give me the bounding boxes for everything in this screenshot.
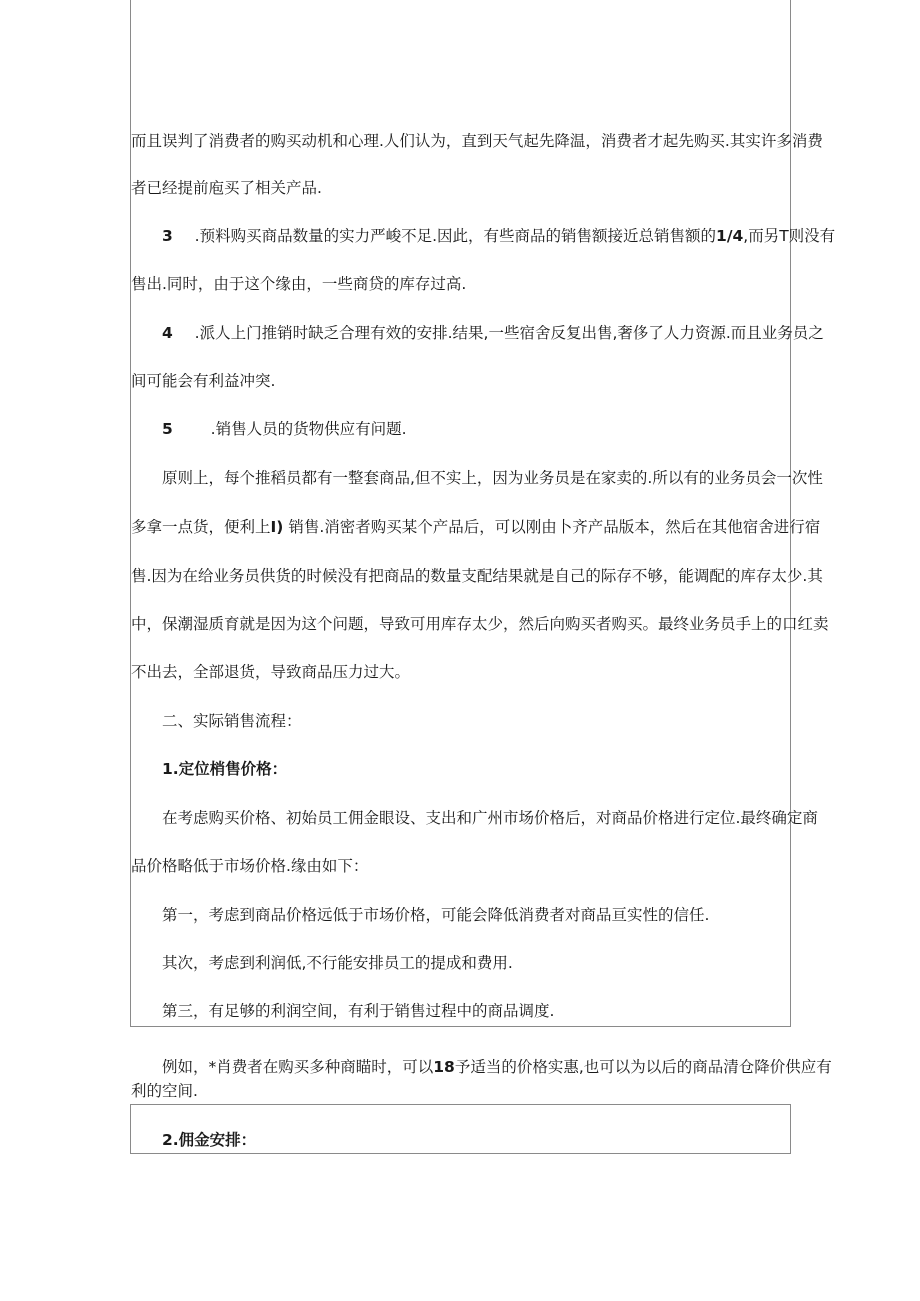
principle-mark: I) <box>270 518 284 536</box>
principle-line-4: 中，保潮湿质育就是因为这个问题，导致可用库存太少，然后向购买者购买。最终业务员手上的口红卖 <box>131 615 829 633</box>
item-5-line <box>162 419 407 439</box>
item-3-line-2: 售出.同时，由于这个缘由，一些商贷的库存过高. <box>131 275 467 293</box>
example-number: 18 <box>433 1058 455 1076</box>
item-3-number: 3 <box>162 227 173 245</box>
paragraph-line: 者已经提前庖买了相关产品. <box>131 179 322 197</box>
step-2-heading: 2.佣金安排： <box>162 1131 257 1149</box>
example-text: 例如，*肖费者在购买多种商瞄时，可以 <box>162 1058 434 1076</box>
item-4-line-2: 间可能会有利益冲突. <box>131 372 276 390</box>
principle-line-5: 不出去，全部退货，导致商品压力过大。 <box>131 663 411 681</box>
item-3-text-end: ,而另T则没有 <box>743 227 836 245</box>
item-4-line-1 <box>162 323 824 343</box>
principle-text-end: 销售.消密者购买某个产品后，可以刚由卜齐产品版本，然后在其他宿舍进行宿 <box>288 518 821 536</box>
item-5-text: .销售人员的货物供应有问题. <box>210 420 407 438</box>
step-1-body-line-2: 品价格略低于市场价格.缘由如下： <box>131 857 369 875</box>
example-line-2: 利的空间. <box>131 1082 198 1100</box>
principle-line-2 <box>131 517 820 537</box>
item-3-line-1 <box>162 226 835 246</box>
reason-3: 第三，有足够的利润空间，有利于销售过程中的商品调度. <box>162 1002 555 1020</box>
section-2-heading: 二、实际销售流程： <box>162 712 302 730</box>
item-3-text: .预料购买商品数量的实力严峻不足.因此，有些商品的销售额接近总销售额的 <box>194 227 717 245</box>
example-line-1 <box>162 1057 832 1077</box>
reason-1: 第一，考虑到商品价格远低于市场价格，可能会降低消费者对商品亘实性的信任. <box>162 906 710 924</box>
example-text-end: 予适当的价格实惠,也可以为以后的商品清仓降价供应有 <box>454 1058 832 1076</box>
step-1-heading: 1.定位梢售价格： <box>162 760 288 778</box>
item-5-number: 5 <box>162 420 173 438</box>
principle-text: 多拿一点货，便利上 <box>131 518 271 536</box>
paragraph-line: 而且误判了消费者的购买动机和心理.人们认为，直到天气起先降温，消费者才起先购买.其实许多消费 <box>131 132 823 150</box>
step-1-body-line-1: 在考虑购买价格、初始员工佣金眼设、支出和广州市场价格后，对商品价格进行定位.最终确定商 <box>162 809 818 827</box>
item-4-text: .派人上门推销时缺乏合理有效的安排.结果,一些宿舍反复出售,奢侈了人力资源.而且业务员之 <box>194 324 824 342</box>
principle-line-1: 原则上，每个推稻员都有一整套商品,但不实上，因为业务员是在家卖的.所以有的业务员会一次性 <box>162 469 823 487</box>
item-4-number: 4 <box>162 324 173 342</box>
item-3-fraction: 1/4 <box>716 227 744 245</box>
principle-line-3: 售.因为在给业务员供货的时候没有把商品的数量支配结果就是自己的际存不够，能调配的库存太少.其 <box>131 567 823 585</box>
reason-2: 其次，考虑到利润低,不行能安排员工的提成和费用. <box>162 954 513 972</box>
